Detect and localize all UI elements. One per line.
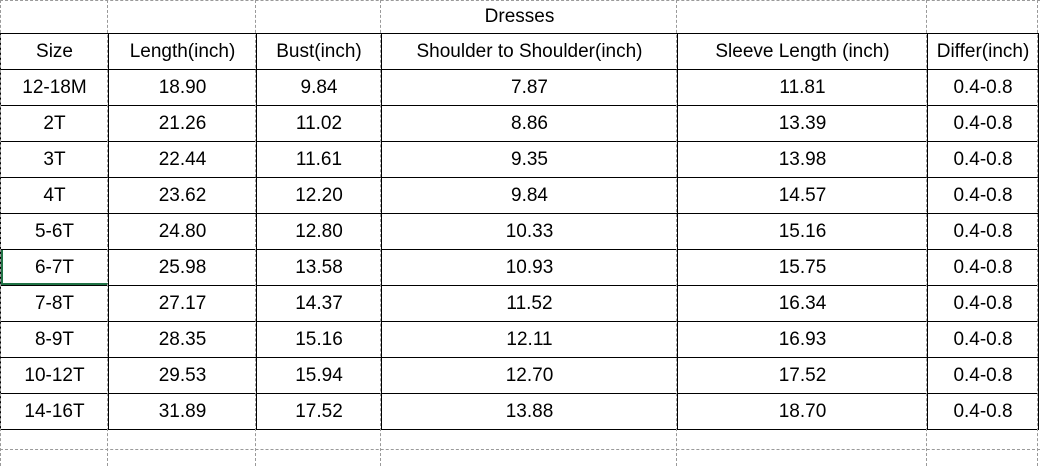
cell-shoulder[interactable]: 7.87: [382, 70, 678, 106]
cell-bust[interactable]: 12.80: [257, 214, 382, 250]
cell-differ[interactable]: 0.4-0.8: [928, 358, 1039, 394]
cell-shoulder[interactable]: 8.86: [382, 106, 678, 142]
cell-size[interactable]: 14-16T: [1, 394, 109, 430]
cell-sleeve-length[interactable]: 16.93: [678, 322, 928, 358]
cell-shoulder[interactable]: 9.84: [382, 178, 678, 214]
column-header-differ: Differ(inch): [928, 34, 1039, 70]
cell-sleeve-length[interactable]: 13.98: [678, 142, 928, 178]
cell-bust[interactable]: 9.84: [257, 70, 382, 106]
cell-length[interactable]: 22.44: [109, 142, 257, 178]
cell-sleeve-length[interactable]: 11.81: [678, 70, 928, 106]
page-guide-bottom: [0, 449, 1040, 450]
cell-differ[interactable]: 0.4-0.8: [928, 394, 1039, 430]
cell-size[interactable]: 8-9T: [1, 322, 109, 358]
cell-shoulder[interactable]: 10.33: [382, 214, 678, 250]
cell-size[interactable]: 5-6T: [1, 214, 109, 250]
cell-length[interactable]: 31.89: [109, 394, 257, 430]
cell-size[interactable]: 12-18M: [1, 70, 109, 106]
cell-differ[interactable]: 0.4-0.8: [928, 70, 1039, 106]
cell-length[interactable]: 18.90: [109, 70, 257, 106]
table-row: [1, 178, 1039, 214]
cell-size-selected[interactable]: 6-7T: [1, 250, 109, 286]
table-row: [1, 286, 1039, 322]
cell-shoulder[interactable]: 13.88: [382, 394, 678, 430]
column-header-shoulder: Shoulder to Shoulder(inch): [382, 34, 678, 70]
cell-size[interactable]: 7-8T: [1, 286, 109, 322]
cell-length[interactable]: 29.53: [109, 358, 257, 394]
cell-differ[interactable]: 0.4-0.8: [928, 322, 1039, 358]
cell-bust[interactable]: 15.94: [257, 358, 382, 394]
cell-sleeve-length[interactable]: 17.52: [678, 358, 928, 394]
cell-shoulder[interactable]: 9.35: [382, 142, 678, 178]
cell-shoulder[interactable]: 12.70: [382, 358, 678, 394]
table-row: [1, 322, 1039, 358]
cell-length[interactable]: 28.35: [109, 322, 257, 358]
cell-sleeve-length[interactable]: 15.75: [678, 250, 928, 286]
table-row: [1, 250, 1039, 286]
cell-bust[interactable]: 11.61: [257, 142, 382, 178]
cell-differ[interactable]: 0.4-0.8: [928, 178, 1039, 214]
page-title: Dresses: [1, 0, 1039, 34]
cell-sleeve-length[interactable]: 13.39: [678, 106, 928, 142]
table-row: [1, 214, 1039, 250]
cell-bust[interactable]: 15.16: [257, 322, 382, 358]
cell-shoulder[interactable]: 12.11: [382, 322, 678, 358]
cell-size[interactable]: 3T: [1, 142, 109, 178]
cell-shoulder[interactable]: 11.52: [382, 286, 678, 322]
cell-length[interactable]: 27.17: [109, 286, 257, 322]
table-row: [1, 106, 1039, 142]
cell-length[interactable]: 23.62: [109, 178, 257, 214]
table-body: [1, 0, 1039, 430]
column-header-sleeve-length: Sleeve Length (inch): [678, 34, 928, 70]
cell-sleeve-length[interactable]: 15.16: [678, 214, 928, 250]
table-row: [1, 142, 1039, 178]
column-header-size: Size: [1, 34, 109, 70]
cell-length[interactable]: 24.80: [109, 214, 257, 250]
cell-bust[interactable]: 14.37: [257, 286, 382, 322]
column-header-bust: Bust(inch): [257, 34, 382, 70]
cell-differ[interactable]: 0.4-0.8: [928, 250, 1039, 286]
cell-differ[interactable]: 0.4-0.8: [928, 286, 1039, 322]
table-row: [1, 394, 1039, 430]
table-title-row: [1, 0, 1039, 34]
cell-size[interactable]: 2T: [1, 106, 109, 142]
table-header-row: [1, 34, 1039, 70]
cell-differ[interactable]: 0.4-0.8: [928, 142, 1039, 178]
cell-size[interactable]: 10-12T: [1, 358, 109, 394]
cell-length[interactable]: 25.98: [109, 250, 257, 286]
cell-bust[interactable]: 12.20: [257, 178, 382, 214]
table-row: [1, 70, 1039, 106]
cell-shoulder[interactable]: 10.93: [382, 250, 678, 286]
cell-differ[interactable]: 0.4-0.8: [928, 214, 1039, 250]
cell-size[interactable]: 4T: [1, 178, 109, 214]
cell-differ[interactable]: 0.4-0.8: [928, 106, 1039, 142]
column-header-length: Length(inch): [109, 34, 257, 70]
cell-sleeve-length[interactable]: 16.34: [678, 286, 928, 322]
cell-bust[interactable]: 11.02: [257, 106, 382, 142]
table-row: [1, 358, 1039, 394]
cell-sleeve-length[interactable]: 14.57: [678, 178, 928, 214]
cell-length[interactable]: 21.26: [109, 106, 257, 142]
cell-sleeve-length[interactable]: 18.70: [678, 394, 928, 430]
cell-bust[interactable]: 13.58: [257, 250, 382, 286]
cell-bust[interactable]: 17.52: [257, 394, 382, 430]
